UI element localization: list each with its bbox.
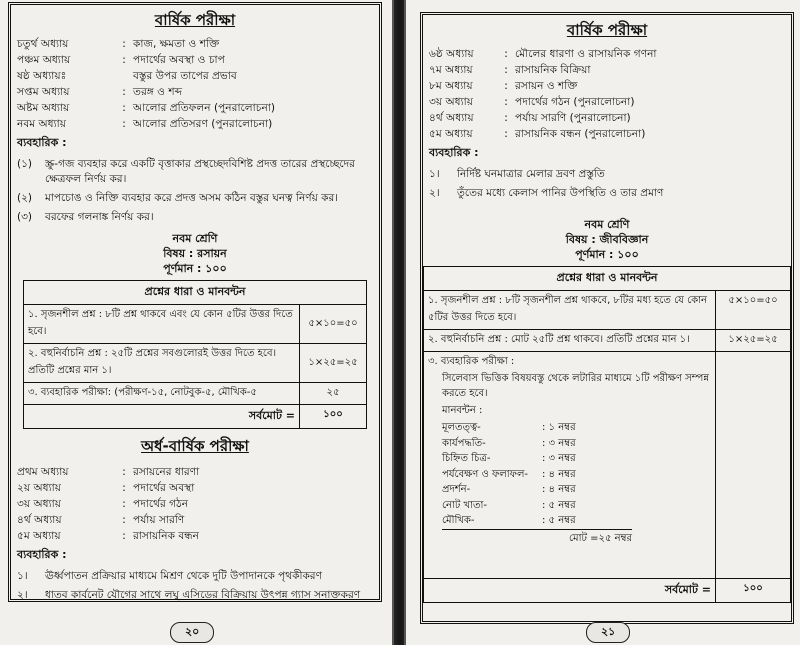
chapter-row: ৩য় অধ্যায় : পদার্থের গঠন bbox=[17, 498, 189, 510]
chapter-row: ৫ম অধ্যায় : রাসায়নিক বন্ধন bbox=[17, 530, 199, 542]
chapter-row: ৫ম অধ্যায় : রাসায়নিক বন্ধন (পুনরালোচনা) bbox=[429, 128, 646, 140]
practical-label: ব্যবহারিক : bbox=[17, 136, 67, 149]
practical-item: ১। নির্দিষ্ট ঘনমাত্রার মেলার দ্রবণ প্রস্তুতি bbox=[429, 168, 605, 180]
table-row: ৩. ব্যবহারিক পরীক্ষা : সিলেবাস ভিত্তিক বিষয়বস্তু থেকে লটারির মাধ্যমে ১টি পরীক্ষণ সম্পন্ন করতে হবে। মানবন্টন : মূলতত্ত্ব- : ১ নম্বর কার্যপদ্ধতি- : ৩ নম্বর চিহ্নিত চিত্র- : ৩ নম্বর পর্যবেক্ষণ ও ফলাফল- : ৪ নম্বর প্রদর্শন- : ৪ নম্বর নোট খাতা- : ৫ নম্বর মৌখিক- : ৫ নম্বর মোট =২৫ নম্বর bbox=[424, 352, 791, 579]
marks-breakdown bbox=[428, 420, 711, 548]
mark-item: চিহ্নিত চিত্র- : ৩ নম্বর bbox=[442, 453, 576, 464]
table-title: প্রশ্নের ধারা ও মানবন্টন bbox=[424, 267, 791, 291]
class-heading: নবম শ্রেণি bbox=[172, 232, 218, 245]
total-row: সর্বমোট = ১০০ bbox=[24, 405, 367, 429]
practical-item: (১) স্ক্রু-গজ ব্যবহার করে একটি বৃত্তাকার প্রস্থচ্ছেদবিশিষ্ট প্রদত্ত তারের প্রস্থচ্ছেদের ক্ষেত্রফল নির্ণয় কর। bbox=[17, 158, 355, 185]
table-row: ১. সৃজনশীল প্রশ্ন : ৮টি সৃজনশীল প্রশ্ন থাকবে, ৮টির মধ্য হতে যে কোন ৫টির উত্তর দিতে হবে। ৫×১০=৫০ bbox=[424, 291, 791, 330]
right-chapter-list bbox=[423, 46, 791, 142]
mark-item: কার্যপদ্ধতি- : ৩ নম্বর bbox=[442, 437, 576, 449]
practical-label: ব্যবহারিক : bbox=[429, 146, 479, 159]
practical-item: (২) মাপচোঙ ও নিক্তি ব্যবহার করে প্রদত্ত অসম কঠিন বস্তুর ঘনত্ব নির্ণয় কর। bbox=[17, 192, 338, 204]
table-row: ২. বহুনির্বাচনি প্রশ্ন : ২৫টি প্রশ্নের সবগুলোরই উত্তর দিতে হবে। প্রতিটি প্রশ্নের মান ১। ১×২৫=২৫ bbox=[24, 344, 367, 383]
chapter-row: নবম অধ্যায় : আলোর প্রতিসরণ (পুনরালোচনা) bbox=[17, 118, 273, 130]
page-number: ২০ bbox=[170, 622, 214, 643]
half-chapter-list bbox=[11, 464, 379, 544]
left-chapter-list bbox=[11, 36, 379, 132]
subject-heading: বিষয় : জীববিজ্ঞান bbox=[565, 233, 649, 246]
half-yearly-title: অর্ধ-বার্ষিক পরীক্ষা bbox=[141, 437, 249, 455]
marks-distribution-table bbox=[423, 266, 791, 603]
chapter-row: পঞ্চম অধ্যায় : পদার্থের অবস্থা ও চাপ bbox=[17, 54, 225, 66]
page-number: ২১ bbox=[586, 622, 630, 643]
full-marks: পূর্ণমান : ১০০ bbox=[575, 248, 639, 261]
chapter-row: ৮ম অধ্যায় : রসায়ন ও শক্তি bbox=[429, 80, 578, 92]
practical-item: ২। ধাতব কার্বনেট যৌগের সাথে লঘু এসিডের বিক্রিয়ায় উৎপন্ন গ্যাস সনাক্তকরণ bbox=[17, 589, 361, 601]
subject-heading: বিষয় : রসায়ন bbox=[163, 247, 227, 260]
chapter-row: ৩য় অধ্যায় : পদার্থের গঠন (পুনরালোচনা) bbox=[429, 96, 635, 108]
class-heading: নবম শ্রেণি bbox=[584, 218, 630, 231]
chapter-row: সপ্তম অধ্যায় : তরঙ্গ ও শব্দ bbox=[17, 86, 183, 98]
marks-distribution-table bbox=[23, 280, 367, 429]
chapter-row: ৬ষ্ঠ অধ্যায় : মৌলের ধারণা ও রাসায়নিক গণনা bbox=[429, 48, 657, 60]
table-row: ১. সৃজনশীল প্রশ্ন : ৮টি প্রশ্ন থাকবে এবং যে কোন ৫টির উত্তর দিতে হবে। ৫×১০=৫০ bbox=[24, 305, 367, 344]
chapter-row: ৭ম অধ্যায় : রাসায়নিক বিক্রিয়া bbox=[429, 64, 591, 76]
practical-label: ব্যবহারিক : bbox=[17, 548, 67, 561]
chapter-row: ৪র্থ অধ্যায় : পর্যায় সারণি (পুনরালোচনা) bbox=[429, 112, 631, 124]
chapter-row: অষ্টম অধ্যায় : আলোর প্রতিফলন (পুনরালোচনা) bbox=[17, 102, 276, 114]
full-marks: পূর্ণমান : ১০০ bbox=[163, 262, 227, 275]
right-page-border bbox=[420, 12, 794, 624]
mark-item: নোট খাতা- : ৫ নম্বর bbox=[442, 499, 576, 511]
practical-item: ২। তুঁতের মধ্যে কেলাস পানির উপস্থিতি ও তার প্রমাণ bbox=[429, 187, 664, 199]
practical-item: (৩) বরফের গলনাঙ্ক নির্ণয় কর। bbox=[17, 211, 154, 223]
right-annual-title: বার্ষিক পরীক্ষা bbox=[566, 21, 648, 39]
left-annual-title: বার্ষিক পরীক্ষা bbox=[154, 11, 236, 29]
marks-total: মোট =২৫ নম্বর bbox=[442, 529, 632, 548]
left-page bbox=[0, 0, 394, 645]
mark-item: মৌখিক- : ৫ নম্বর bbox=[442, 515, 576, 526]
total-row: সর্বমোট = ১০০ bbox=[424, 579, 791, 603]
table-title: প্রশ্নের ধারা ও মানবন্টন bbox=[24, 281, 367, 305]
chapter-row: ৪র্থ অধ্যায় : পর্যায় সারণি bbox=[17, 514, 185, 526]
chapter-row: ২য় অধ্যায় : পদার্থের অবস্থা bbox=[17, 482, 195, 494]
mark-item: প্রদর্শন- : ৪ নম্বর bbox=[442, 484, 576, 495]
mark-item: পর্যবেক্ষণ ও ফলাফল- : ৪ নম্বর bbox=[442, 468, 576, 480]
right-page bbox=[404, 0, 800, 645]
practical-item: ১। ঊর্ধ্বপাতন প্রক্রিয়ার মাধ্যমে মিশ্রণ থেকে দুটি উপাদানকে পৃথকীকরণ bbox=[17, 570, 322, 582]
chapter-row: প্রথম অধ্যায় : রসায়নের ধারণা bbox=[17, 466, 200, 478]
left-page-border bbox=[8, 2, 382, 602]
table-row: ৩. ব্যবহারিক পরীক্ষা: (পরীক্ষণ-১৫, নোটবুক-৫, মৌখিক-৫ ২৫ bbox=[24, 383, 367, 405]
table-row: ২. বহুনির্বাচনি প্রশ্ন : মোট ২৫টি প্রশ্ন থাকবে। প্রতিটি প্রশ্নের মান ১। ১×২৫=২৫ bbox=[424, 330, 791, 352]
chapter-row: ষষ্ঠ অধ্যায়ঃ বস্তুর উপর তাপের প্রভাব bbox=[17, 70, 237, 82]
mark-item: মূলতত্ত্ব- : ১ নম্বর bbox=[442, 422, 576, 433]
chapter-row: চতুর্থ অধ্যায় : কাজ, ক্ষমতা ও শক্তি bbox=[17, 38, 220, 50]
